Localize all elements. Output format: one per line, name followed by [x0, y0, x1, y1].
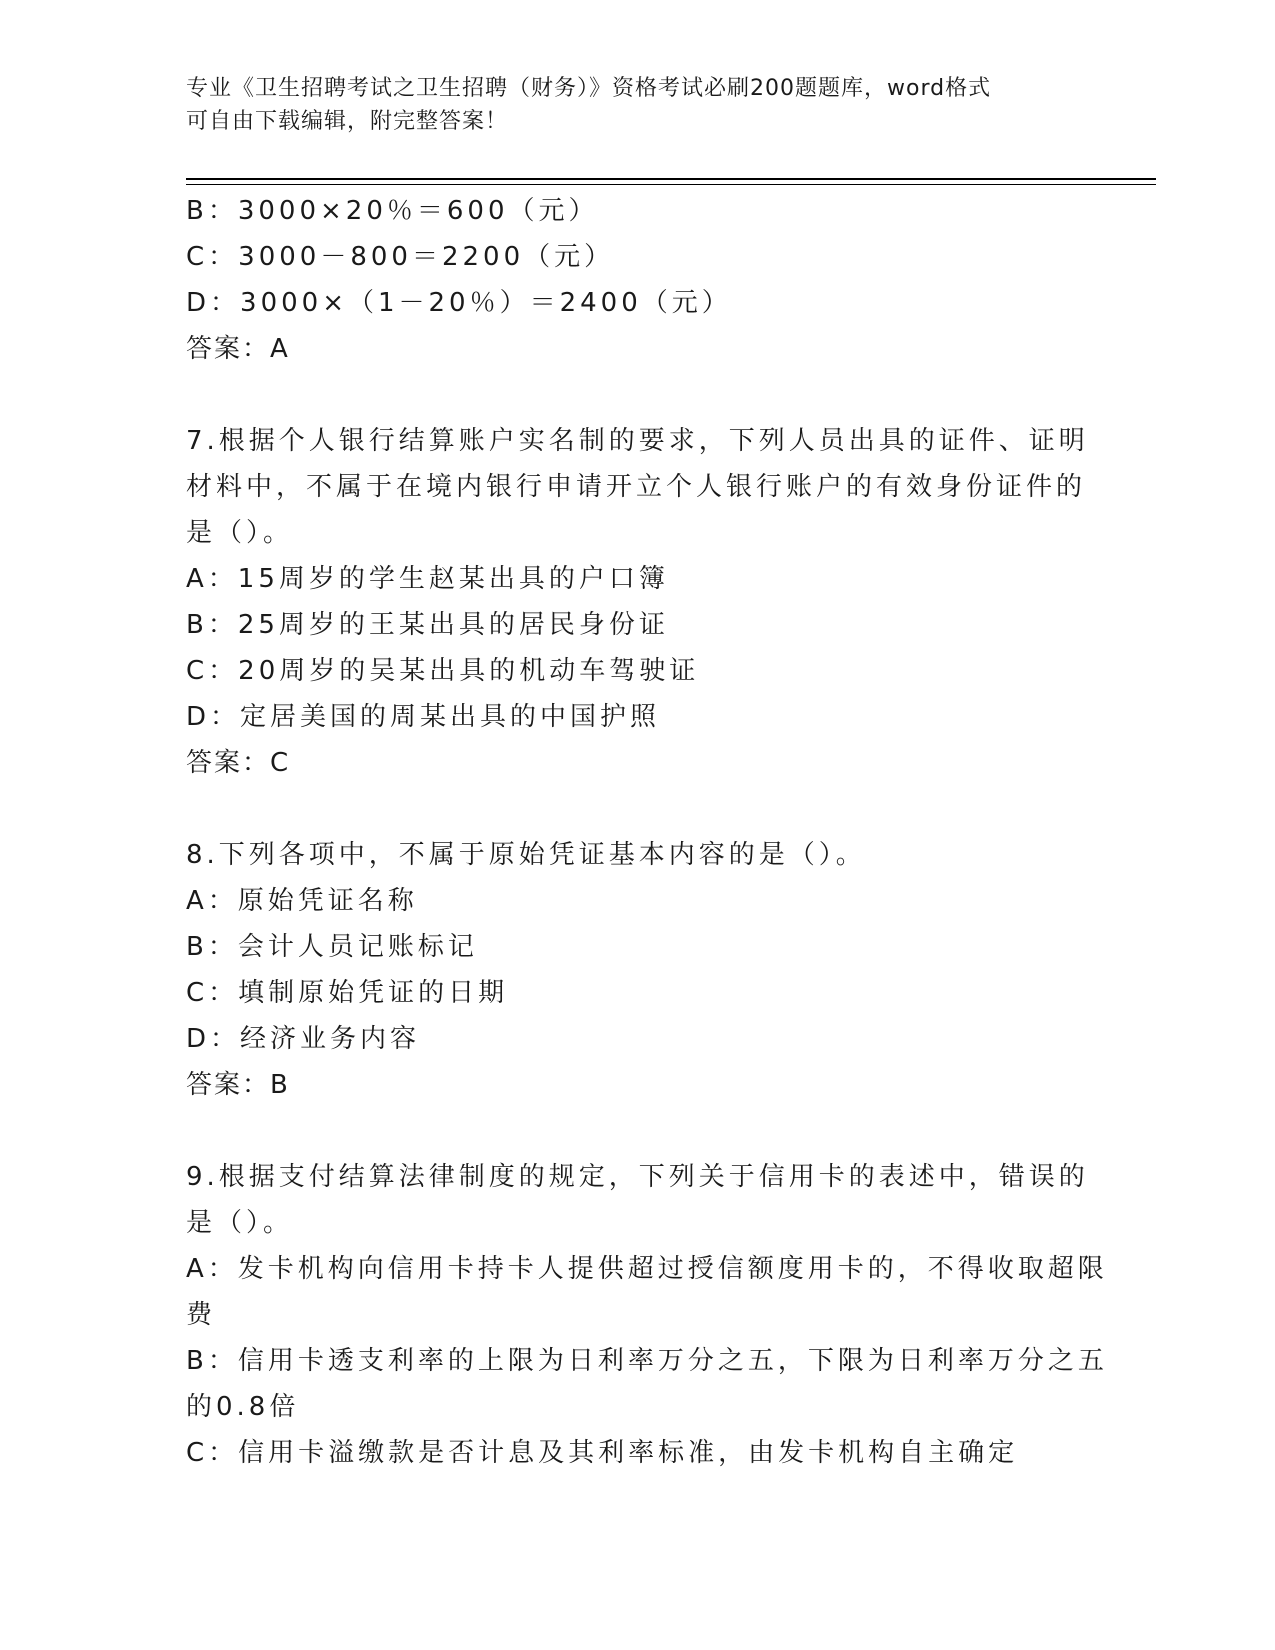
- option-d: D：经济业务内容: [186, 1024, 421, 1054]
- header-line-1: 专业《卫生招聘考试之卫生招聘（财务）》资格考试必刷200题题库，word格式: [186, 76, 992, 101]
- document-body: [186, 188, 1108, 1476]
- header-line-2: 可自由下载编辑，附完整答案！: [186, 109, 509, 134]
- question-9: [186, 1154, 1108, 1476]
- option-c: C：20周岁的吴某出具的机动车驾驶证: [186, 656, 700, 686]
- answer: 答案：B: [186, 1070, 290, 1100]
- option-b-continued: 的0.8倍: [186, 1392, 300, 1422]
- header-rule-thick: [186, 178, 1156, 180]
- question-stem-line: 7.根据个人银行结算账户实名制的要求，下列人员出具的证件、证明: [186, 426, 1089, 456]
- option-a: A：原始凭证名称: [186, 886, 418, 916]
- option-a: A：发卡机构向信用卡持卡人提供超过授信额度用卡的，不得收取超限: [186, 1254, 1108, 1284]
- option-a: A：15周岁的学生赵某出具的户口簿: [186, 564, 669, 594]
- option-b: B：3000×20％＝600（元）: [186, 196, 599, 226]
- question-stem-line: 9.根据支付结算法律制度的规定，下列关于信用卡的表述中，错误的: [186, 1162, 1089, 1192]
- option-b: B：会计人员记账标记: [186, 932, 478, 962]
- document-header: [186, 72, 1066, 138]
- question-stem-line: 是（）。: [186, 1208, 294, 1238]
- option-c: C：信用卡溢缴款是否计息及其利率标准，由发卡机构自主确定: [186, 1438, 1019, 1468]
- header-rule-thin: [186, 184, 1156, 185]
- question-stem-line: 8.下列各项中，不属于原始凭证基本内容的是（）。: [186, 840, 866, 870]
- option-c: C：填制原始凭证的日期: [186, 978, 509, 1008]
- option-d: D：3000×（1－20％）＝2400（元）: [186, 288, 732, 318]
- question-stem-line: 材料中，不属于在境内银行申请开立个人银行账户的有效身份证件的: [186, 472, 1087, 502]
- question-6-continued: [186, 188, 1086, 372]
- answer: 答案：A: [186, 334, 290, 364]
- option-a-continued: 费: [186, 1300, 217, 1330]
- question-8: [186, 832, 1086, 1108]
- option-b: B：信用卡透支利率的上限为日利率万分之五，下限为日利率万分之五: [186, 1346, 1108, 1376]
- option-b: B：25周岁的王某出具的居民身份证: [186, 610, 669, 640]
- question-7: [186, 418, 1089, 786]
- option-d: D：定居美国的周某出具的中国护照: [186, 702, 661, 732]
- option-c: C：3000－800＝2200（元）: [186, 242, 615, 272]
- answer: 答案：C: [186, 748, 291, 778]
- question-stem-line: 是（）。: [186, 518, 294, 548]
